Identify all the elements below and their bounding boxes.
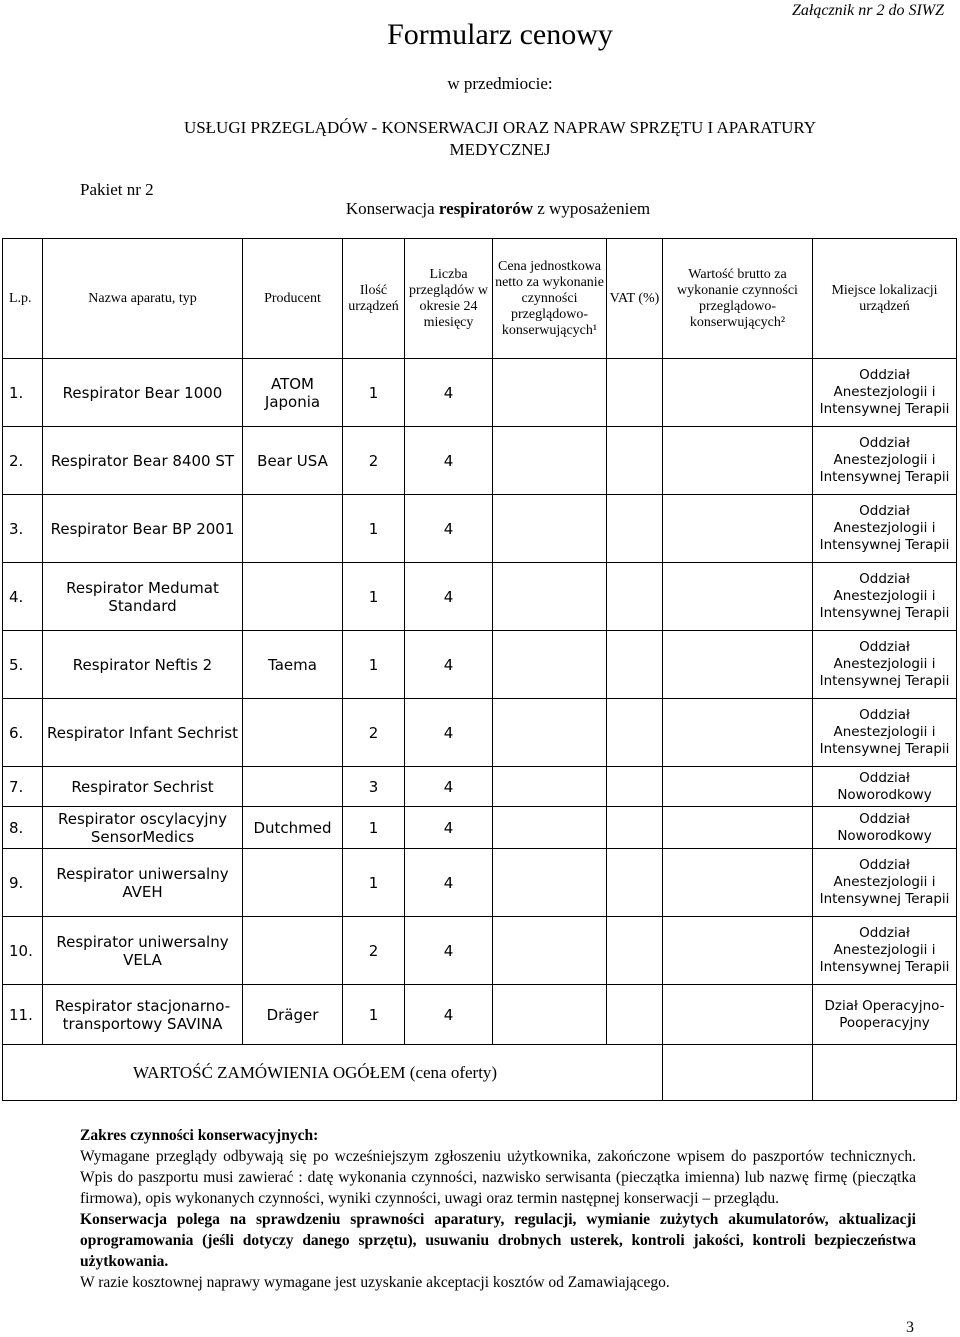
cell-gross-value (663, 849, 813, 917)
cell-name: Respirator Infant Sechrist (43, 699, 243, 767)
cell-lp: 7. (3, 767, 43, 807)
cell-gross-value (663, 631, 813, 699)
cell-inspections: 4 (405, 849, 493, 917)
cell-qty: 1 (343, 849, 405, 917)
cell-vat (607, 849, 663, 917)
maintenance-bold: respiratorów (438, 199, 534, 218)
cell-net-price (493, 631, 607, 699)
cell-producer: Dräger (243, 985, 343, 1045)
cell-vat (607, 699, 663, 767)
cell-inspections: 4 (405, 495, 493, 563)
cell-location: Dział Operacyjno-Pooperacyjny (813, 985, 957, 1045)
maintenance-subtitle (0, 199, 960, 219)
header-qty: Ilość urządzeń (343, 239, 405, 359)
header-lp: L.p. (3, 239, 43, 359)
header-net-price: Cena jednostkowa netto za wykonanie czynności przeglądowo-konserwujących¹ (493, 239, 607, 359)
cell-net-price (493, 427, 607, 495)
cell-location: Oddział Anestezjologii i Intensywnej Terapii (813, 849, 957, 917)
cell-inspections: 4 (405, 563, 493, 631)
cell-net-price (493, 849, 607, 917)
cell-vat (607, 807, 663, 849)
cell-location: Oddział Anestezjologii i Intensywnej Terapii (813, 631, 957, 699)
cell-lp: 4. (3, 563, 43, 631)
total-row (3, 1045, 957, 1101)
cell-vat (607, 985, 663, 1045)
cell-producer (243, 563, 343, 631)
scope-para3: W razie kosztownej naprawy wymagane jest uzyskanie akceptacji kosztów od Zamawiającego. (80, 1274, 670, 1291)
price-table (2, 238, 957, 1101)
cell-producer (243, 767, 343, 807)
page-title: Formularz cenowy (387, 18, 613, 51)
cell-producer (243, 495, 343, 563)
cell-lp: 3. (3, 495, 43, 563)
cell-inspections: 4 (405, 699, 493, 767)
cell-qty: 1 (343, 563, 405, 631)
cell-qty: 1 (343, 985, 405, 1045)
cell-location: Oddział Anestezjologii i Intensywnej Terapii (813, 917, 957, 985)
page-number: 3 (906, 1319, 914, 1336)
subject-intro: w przedmiocie: (447, 74, 553, 93)
cell-gross-value (663, 495, 813, 563)
package-label: Pakiet nr 2 (80, 180, 154, 199)
cell-net-price (493, 917, 607, 985)
cell-net-price (493, 767, 607, 807)
scope-section (80, 1125, 916, 1293)
cell-lp: 8. (3, 807, 43, 849)
cell-gross-value (663, 807, 813, 849)
cell-gross-value (663, 985, 813, 1045)
cell-qty: 2 (343, 917, 405, 985)
header-location: Miejsce lokalizacji urządzeń (813, 239, 957, 359)
cell-net-price (493, 985, 607, 1045)
cell-inspections: 4 (405, 359, 493, 427)
total-gross-value (663, 1045, 813, 1101)
cell-inspections: 4 (405, 985, 493, 1045)
maintenance-pre: Konserwacja (345, 199, 435, 218)
cell-gross-value (663, 359, 813, 427)
cell-inspections: 4 (405, 917, 493, 985)
cell-gross-value (663, 427, 813, 495)
cell-lp: 10. (3, 917, 43, 985)
cell-gross-value (663, 917, 813, 985)
cell-vat (607, 495, 663, 563)
cell-qty: 1 (343, 807, 405, 849)
cell-net-price (493, 807, 607, 849)
table-row (3, 699, 957, 767)
header-inspections: Liczba przeglądów w okresie 24 miesięcy (405, 239, 493, 359)
annex-label: Załącznik nr 2 do SIWZ (792, 2, 944, 19)
cell-producer: Taema (243, 631, 343, 699)
service-title-line1: USŁUGI PRZEGLĄDÓW - KONSERWACJI ORAZ NAPRAW SPRZĘTU I APARATURY (183, 118, 817, 137)
maintenance-post: z wyposażeniem (537, 199, 651, 218)
cell-gross-value (663, 767, 813, 807)
scope-heading: Zakres czynności konserwacyjnych: (80, 1127, 319, 1144)
cell-gross-value (663, 699, 813, 767)
cell-producer: ATOM Japonia (243, 359, 343, 427)
cell-location: Oddział Anestezjologii i Intensywnej Terapii (813, 563, 957, 631)
table-row (3, 427, 957, 495)
cell-inspections: 4 (405, 631, 493, 699)
cell-name: Respirator Bear 1000 (43, 359, 243, 427)
table-row (3, 849, 957, 917)
cell-producer: Dutchmed (243, 807, 343, 849)
table-row (3, 631, 957, 699)
table-row (3, 917, 957, 985)
cell-qty: 3 (343, 767, 405, 807)
cell-producer: Bear USA (243, 427, 343, 495)
table-row (3, 985, 957, 1045)
cell-name: Respirator Bear 8400 ST (43, 427, 243, 495)
header-gross-value: Wartość brutto za wykonanie czynności przeglądowo-konserwujących² (663, 239, 813, 359)
cell-inspections: 4 (405, 767, 493, 807)
cell-lp: 11. (3, 985, 43, 1045)
cell-vat (607, 917, 663, 985)
header-vat: VAT (%) (607, 239, 663, 359)
service-title-line2: MEDYCZNEJ (449, 140, 551, 159)
cell-name: Respirator Sechrist (43, 767, 243, 807)
cell-lp: 5. (3, 631, 43, 699)
cell-vat (607, 631, 663, 699)
cell-producer (243, 849, 343, 917)
cell-net-price (493, 699, 607, 767)
cell-lp: 1. (3, 359, 43, 427)
cell-lp: 6. (3, 699, 43, 767)
table-row (3, 563, 957, 631)
cell-vat (607, 563, 663, 631)
header-name: Nazwa aparatu, typ (43, 239, 243, 359)
cell-vat (607, 427, 663, 495)
cell-qty: 1 (343, 495, 405, 563)
service-title (0, 117, 960, 161)
cell-name: Respirator Bear BP 2001 (43, 495, 243, 563)
cell-location: Oddział Noworodkowy (813, 807, 957, 849)
cell-gross-value (663, 563, 813, 631)
table-row (3, 767, 957, 807)
table-header-row (3, 239, 957, 359)
table-row (3, 359, 957, 427)
cell-name: Respirator uniwersalny VELA (43, 917, 243, 985)
cell-location: Oddział Anestezjologii i Intensywnej Terapii (813, 359, 957, 427)
cell-location: Oddział Noworodkowy (813, 767, 957, 807)
cell-name: Respirator uniwersalny AVEH (43, 849, 243, 917)
cell-name: Respirator Medumat Standard (43, 563, 243, 631)
header-producer: Producent (243, 239, 343, 359)
scope-para2: Konserwacja polega na sprawdzeniu sprawności aparatury, regulacji, wymianie zużytych akumulatorów, aktualizacji oprogramowania (jeśli dotyczy danego sprzętu), usuwaniu drobnych usterek, kontroli jakości, kontroli bezpieczeństwa użytkowania. (80, 1211, 916, 1270)
cell-net-price (493, 359, 607, 427)
cell-vat (607, 359, 663, 427)
table-row (3, 495, 957, 563)
cell-lp: 2. (3, 427, 43, 495)
cell-net-price (493, 495, 607, 563)
cell-inspections: 4 (405, 427, 493, 495)
cell-qty: 1 (343, 359, 405, 427)
cell-vat (607, 767, 663, 807)
total-label: WARTOŚĆ ZAMÓWIENIA OGÓŁEM (cena oferty) (3, 1045, 663, 1101)
scope-para1: Wymagane przeglądy odbywają się po wcześniejszym zgłoszeniu użytkownika, zakończone wpisem do paszportów technicznych. Wpis do paszportu musi zawierać : datę wykonania czynności, nazwisko serwisanta (pieczątka imienna) lub nazwę firmę (pieczątka firmowa), opis wykonanych czynności, wyniki czynności, uwagi oraz termin następnej konserwacji – przeglądu. (80, 1148, 916, 1207)
cell-lp: 9. (3, 849, 43, 917)
cell-producer (243, 917, 343, 985)
cell-qty: 2 (343, 427, 405, 495)
total-empty (813, 1045, 957, 1101)
cell-location: Oddział Anestezjologii i Intensywnej Terapii (813, 495, 957, 563)
table-row (3, 807, 957, 849)
cell-name: Respirator Neftis 2 (43, 631, 243, 699)
cell-name: Respirator oscylacyjny SensorMedics (43, 807, 243, 849)
cell-name: Respirator stacjonarno-transportowy SAVINA (43, 985, 243, 1045)
cell-net-price (493, 563, 607, 631)
cell-location: Oddział Anestezjologii i Intensywnej Terapii (813, 427, 957, 495)
cell-location: Oddział Anestezjologii i Intensywnej Terapii (813, 699, 957, 767)
cell-qty: 1 (343, 631, 405, 699)
cell-producer (243, 699, 343, 767)
cell-qty: 2 (343, 699, 405, 767)
cell-inspections: 4 (405, 807, 493, 849)
